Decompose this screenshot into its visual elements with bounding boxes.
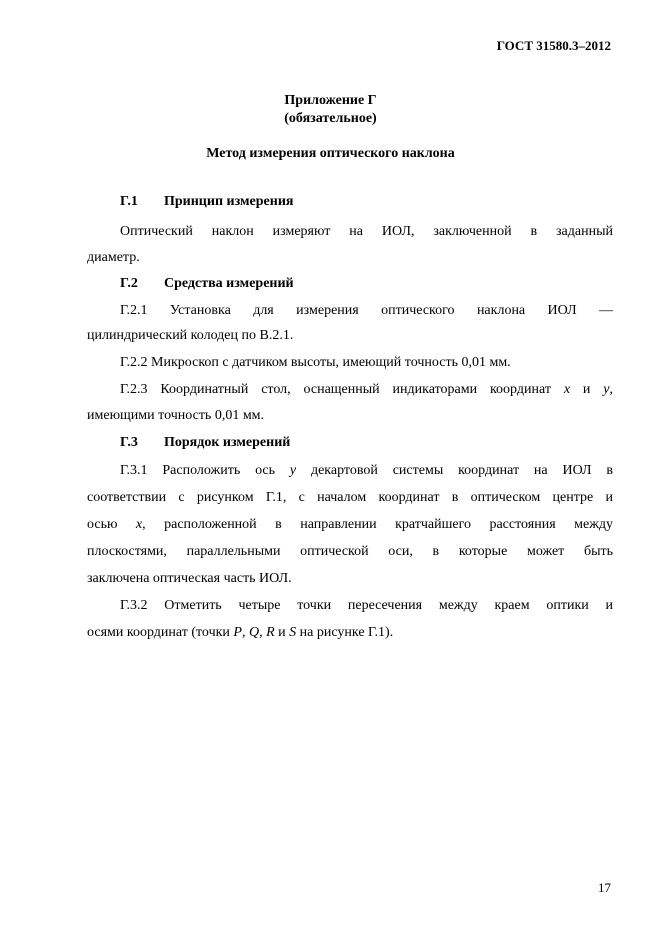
- paragraph-line: заключена оптическая часть ИОЛ.: [87, 571, 292, 586]
- paragraph-line: соответствии с рисунком Г.1, с началом координат в оптическом центре и: [87, 490, 613, 505]
- paragraph-line: Г.3.2 Отметить четыре точки пересечения между краем оптики и: [120, 598, 613, 613]
- paragraph-line: [120, 463, 613, 479]
- page-number: 17: [598, 880, 611, 895]
- paragraph-line: [120, 382, 613, 398]
- section-number: Г.2: [120, 276, 138, 291]
- section-heading-g2: [120, 276, 294, 292]
- appendix-title: Приложение Г: [284, 93, 377, 108]
- italic-var: R: [266, 625, 275, 640]
- italic-var: x: [135, 517, 143, 532]
- section-heading-g1: [120, 194, 293, 210]
- paragraph-line: Г.2.1 Установка для измерения оптического наклона ИОЛ —: [120, 303, 613, 318]
- text-run: декартовой системы координат на ИОЛ в: [296, 463, 613, 478]
- paragraph-line: [87, 625, 613, 641]
- standard-number: ГОСТ 31580.3–2012: [496, 38, 611, 53]
- italic-var: y: [289, 463, 297, 478]
- paragraph-line: плоскостями, параллельными оптической оси, в которые может быть: [87, 544, 613, 559]
- section-title: Порядок измерений: [164, 435, 291, 450]
- italic-var: P: [233, 625, 242, 640]
- paragraph-line: цилиндрический колодец по В.2.1.: [87, 328, 294, 343]
- appendix-status: (обязательное): [284, 111, 377, 126]
- method-title: Метод измерения оптического наклона: [206, 146, 455, 161]
- text-run: и: [570, 382, 604, 397]
- paragraph-line: Оптический наклон измеряют на ИОЛ, заключенной в заданный: [120, 224, 613, 239]
- italic-var: x: [563, 382, 571, 397]
- section-title: Средства измерений: [164, 276, 294, 291]
- section-title: Принцип измерения: [164, 194, 294, 209]
- italic-var: Q: [248, 625, 260, 640]
- text-run: ,: [241, 625, 249, 640]
- text-run: осью: [87, 517, 136, 532]
- section-heading-g3: [120, 435, 290, 451]
- italic-var: y: [603, 382, 610, 397]
- italic-var: S: [289, 625, 297, 640]
- text-run: ,: [259, 625, 267, 640]
- text-run: на рисунке Г.1).: [296, 625, 394, 640]
- text-run: ,: [609, 382, 613, 397]
- text-run: Г.2.3 Координатный стол, оснащенный индикаторами координат: [120, 382, 564, 397]
- paragraph-line: Г.2.2 Микроскоп с датчиком высоты, имеющий точность 0,01 мм.: [120, 355, 511, 370]
- paragraph-line: [87, 517, 613, 533]
- paragraph-line: диаметр.: [87, 250, 140, 265]
- text-run: осями координат (точки: [87, 625, 234, 640]
- section-number: Г.3: [120, 435, 138, 450]
- text-run: , расположенной в направлении кратчайшего расстояния между: [142, 517, 613, 532]
- section-number: Г.1: [120, 194, 138, 209]
- text-run: и: [274, 625, 290, 640]
- paragraph-line: имеющими точность 0,01 мм.: [87, 408, 265, 423]
- text-run: Г.3.1 Расположить ось: [120, 463, 290, 478]
